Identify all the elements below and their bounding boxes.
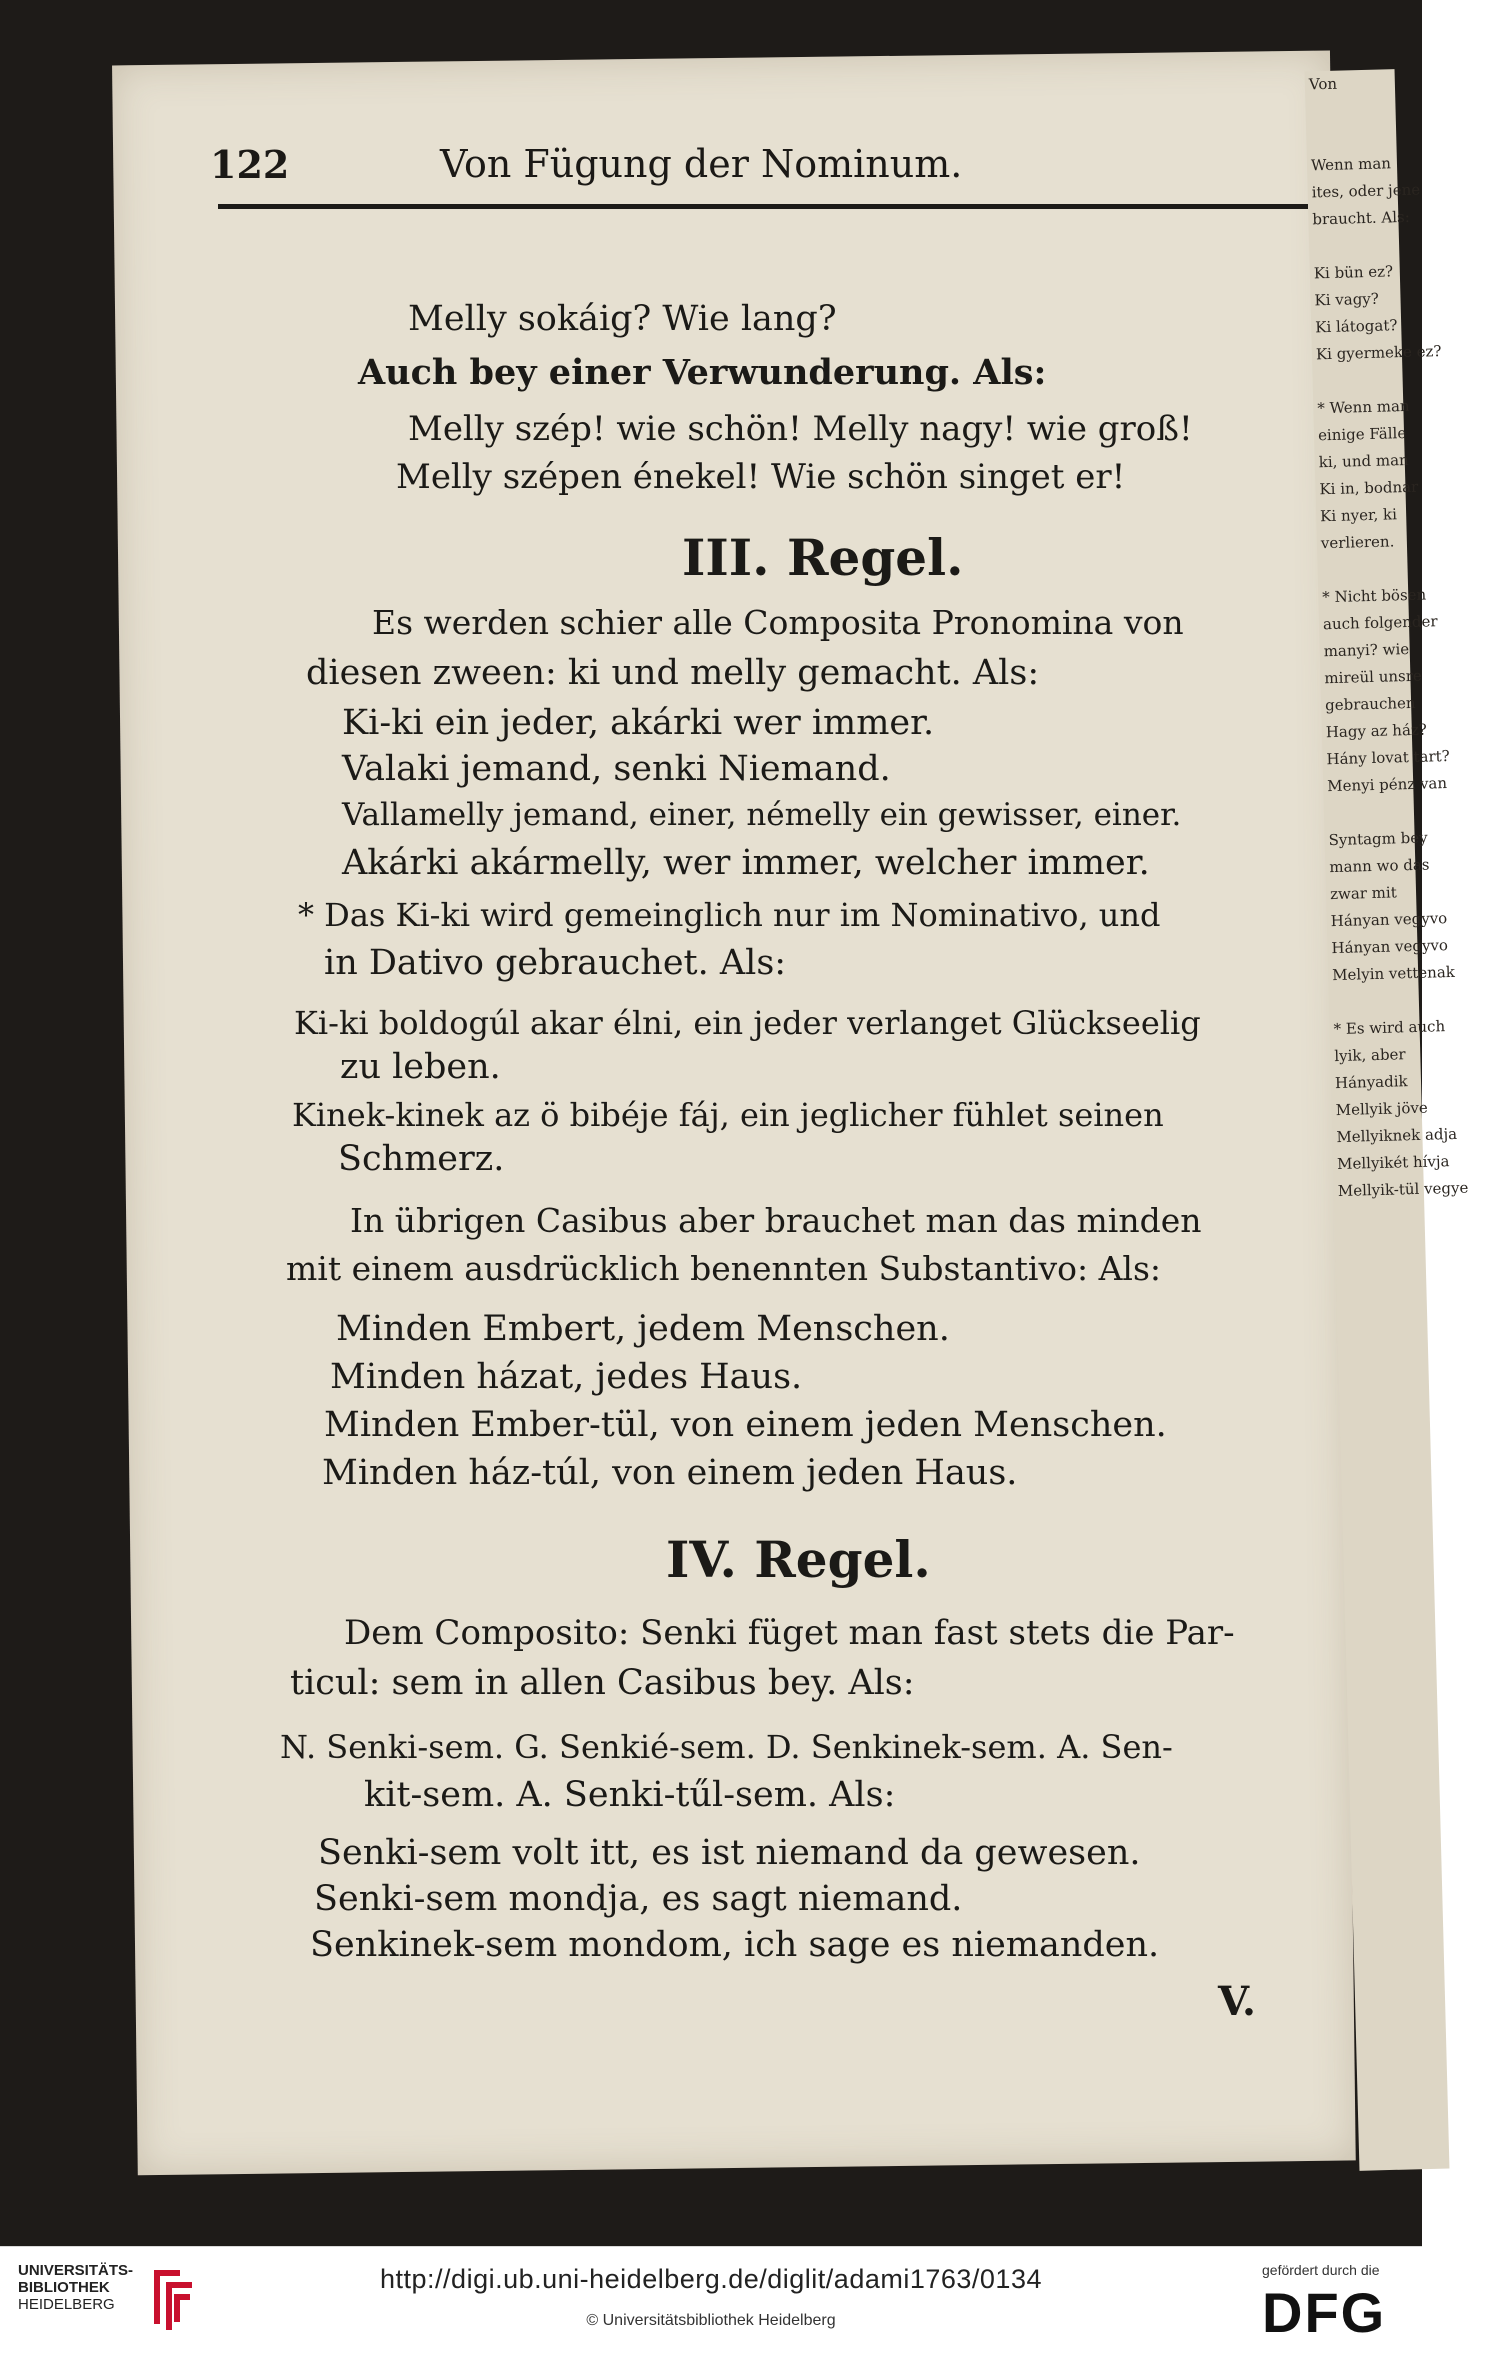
library-name-line: BIBLIOTHEK (18, 2279, 110, 2296)
section-heading: III. Regel. (682, 528, 964, 587)
right-page-text-line: verlieren. (1320, 532, 1395, 553)
text-line: Vallamelly jemand, einer, némelly ein gewisser, einer. (342, 797, 1182, 833)
right-page-text-line: * Es wird auch (1333, 1017, 1446, 1039)
right-page-text-line: Mellyik jöve (1335, 1098, 1428, 1120)
right-page-text-line: auch folgender (1322, 612, 1438, 634)
text-line: Auch bey einer Verwunderung. Als: (358, 352, 1047, 393)
right-page-text-line: Ki látogat? (1314, 316, 1398, 337)
right-page-text-line: Von (1308, 74, 1338, 94)
funding-note: gefördert durch die (1262, 2262, 1380, 2278)
text-line: In übrigen Casibus aber brauchet man das minden (350, 1201, 1202, 1240)
right-page-text-line: Hány lovat tart? (1326, 746, 1450, 769)
text-line: Minden Embert, jedem Menschen. (336, 1309, 950, 1349)
right-page-text-line (1329, 987, 1420, 1016)
text-line: Melly szép! wie schön! Melly nagy! wie groß! (408, 409, 1193, 449)
text-line: Minden házat, jedes Haus. (330, 1357, 803, 1397)
right-page-text-line: gebrauchen (1324, 693, 1416, 715)
text-line: kit-sem. A. Senki-tűl-sem. Als: (364, 1775, 896, 1815)
text-line: Minden ház-túl, von einem jeden Haus. (322, 1453, 1018, 1493)
library-name-line: UNIVERSITÄTS- (18, 2262, 134, 2279)
right-page-text-line: manyi? wie (1323, 640, 1410, 661)
right-page-text-line: Melyin vettenak (1331, 962, 1456, 985)
right-page-text-line: mireül unsre (1324, 666, 1422, 688)
text-line: Melly sokáig? Wie lang? (408, 299, 837, 339)
text-line: Valaki jemand, senki Niemand. (342, 749, 891, 789)
copyright-notice: © Universitätsbibliothek Heidelberg (586, 2312, 836, 2329)
right-page-text-line: lyik, aber (1334, 1045, 1406, 1066)
dfg-logo: DFG (1262, 2281, 1387, 2344)
permalink-url[interactable]: http://digi.ub.uni-heidelberg.de/diglit/adami1763/0134 (380, 2264, 1042, 2294)
right-page-text-line: Ki bün ez? (1313, 262, 1394, 283)
right-page-text-line: Hagy az ház? (1325, 720, 1428, 742)
right-page-text-line: zwar mit (1329, 883, 1397, 904)
text-line: Senki-sem mondja, es sagt niemand. (314, 1879, 963, 1919)
right-page-text-line: Hányan vegyvo (1330, 909, 1448, 931)
text-line: Es werden schier alle Composita Pronomina von (372, 603, 1184, 642)
text-line: ticul: sem in allen Casibus bey. Als: (290, 1663, 915, 1703)
text-line: N. Senki-sem. G. Senkié-sem. D. Senkinek-sem. A. Sen- (280, 1728, 1173, 1766)
right-page-text-line: ki, und man (1318, 450, 1409, 472)
right-page-text-line: Ki nyer, ki (1319, 505, 1398, 526)
right-page-text-line: Hányan vegyvo (1331, 936, 1449, 958)
text-line: Senki-sem volt itt, es ist niemand da gewesen. (318, 1833, 1141, 1873)
text-line: mit einem ausdrücklich benennten Substantivo: Als: (286, 1249, 1162, 1288)
text-line: Melly szépen énekel! Wie schön singet er! (396, 457, 1126, 497)
right-page-text-line: Mellyikét hívja (1336, 1152, 1450, 1174)
text-line: Senkinek-sem mondom, ich sage es niemanden. (310, 1925, 1160, 1965)
text-line: Dem Composito: Senki füget man fast stets die Par- (344, 1613, 1235, 1653)
catchword: V. (1218, 1978, 1256, 2025)
right-page-text-line: * Nicht bösen (1322, 585, 1427, 607)
right-page-text-line: Ki gyermeke ez? (1315, 342, 1442, 364)
right-page-text-line: Ki in, bodnar (1319, 477, 1419, 499)
text-line: zu leben. (340, 1047, 501, 1087)
library-name-line: HEIDELBERG (18, 2296, 115, 2313)
right-page-text-line (1305, 96, 1396, 125)
text-line: * Das Ki-ki wird gemeinglich nur im Nominativo, und (298, 896, 1161, 934)
text-line: Minden Ember-tül, von einem jeden Menschen. (324, 1405, 1167, 1445)
right-page-text-line: Wenn man (1310, 154, 1392, 175)
right-page-text-line: Mellyiknek adja (1336, 1124, 1458, 1147)
right-page-text-line: Syntagm bey (1328, 828, 1428, 850)
right-page-text-line: Menyi pénz van (1327, 774, 1448, 796)
right-page-text-line: Mellyik-tül vegye (1337, 1178, 1469, 1201)
right-page-text-line: Ki vagy? (1314, 289, 1380, 310)
right-page-text-line (1306, 123, 1397, 152)
text-line: diesen zween: ki und melly gemacht. Als: (306, 653, 1040, 693)
right-page-text-line (1309, 231, 1400, 260)
right-page-text-line (1312, 366, 1403, 395)
text-line: Akárki akármelly, wer immer, welcher immer. (342, 843, 1150, 883)
text-line: Kinek-kinek az ö bibéje fáj, ein jeglicher fühlet seinen (292, 1096, 1164, 1134)
text-line: Ki-ki ein jeder, akárki wer immer. (342, 703, 935, 743)
running-header (210, 142, 1170, 192)
text-line: Schmerz. (338, 1139, 505, 1179)
right-page-text-line (1317, 555, 1408, 584)
right-page-text-line: mann wo das (1329, 855, 1430, 877)
page-number: 122 (210, 142, 290, 187)
right-page-text-line: Hányadik (1334, 1072, 1408, 1093)
right-page-text-line (1324, 798, 1415, 827)
right-page-text-line: braucht. Als: (1312, 207, 1410, 229)
right-page-text-line: einige Fälle (1317, 424, 1407, 445)
section-heading: IV. Regel. (666, 1530, 931, 1589)
text-line: Ki-ki boldogúl akar élni, ein jeder verlanget Glückseelig (294, 1004, 1201, 1042)
running-title: Von Fügung der Nominum. (440, 142, 963, 186)
header-rule (218, 204, 1308, 209)
right-page-text-line: ites, oder jene (1311, 180, 1421, 202)
right-page-text-line: * Wenn man (1317, 396, 1410, 418)
text-line: in Dativo gebrauchet. Als: (324, 943, 787, 983)
